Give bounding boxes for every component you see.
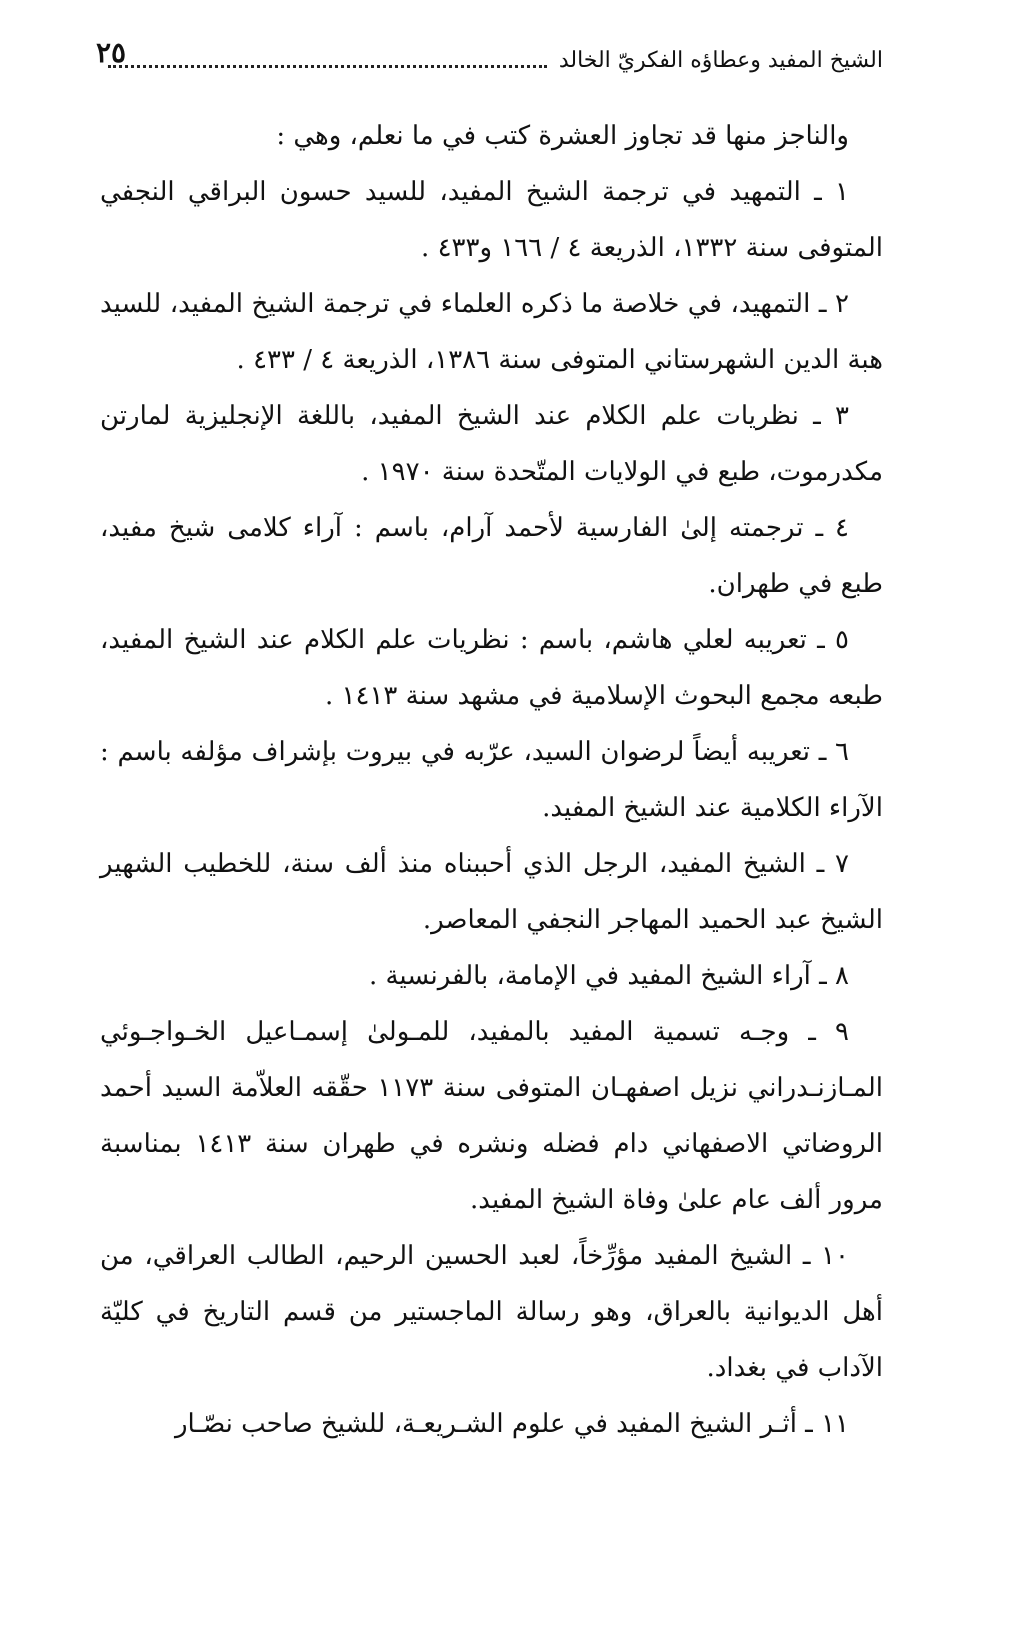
list-item-9: ٩ ـ وجـه تسمية المفيد بالمفيد، للمـولىٰ إسمـاعيل الخـواجـوئي المـازنـدراني نزيل اصفهـان المتوفى سنة ١١٧٣ حقّقه العلاّمة السيد أحمد الروضاتي الاصفهاني دام فضله ونشره في طهران سنة ١٤١٣ بمناسبة مرور ألف عام علىٰ وفاة الشيخ المفيد. <box>100 1017 883 1215</box>
list-item-7: ٧ ـ الشيخ المفيد، الرجل الذي أحببناه منذ ألف سنة، للخطيب الشهير الشيخ عبد الحميد المهاجر النجفي المعاصر. <box>100 849 883 935</box>
list-item-4: ٤ ـ ترجمته إلىٰ الفارسية لأحمد آرام، باسم : آراء كلامى شيخ مفيد، طبع في طهران. <box>100 513 883 599</box>
list-item-8: ٨ ـ آراء الشيخ المفيد في الإمامة، بالفرنسية . <box>368 961 849 991</box>
list-item-11: ١١ ـ أثـر الشيخ المفيد في علوم الشـريعـة، للشيخ صاحب نصّـار <box>174 1409 849 1439</box>
list-item-6: ٦ ـ تعريبه أيضاً لرضوان السيد، عرّبه في بيروت بإشراف مؤلفه باسم : الآراء الكلامية عند الشيخ المفيد. <box>100 737 883 823</box>
leader-dots <box>108 65 547 68</box>
page-number: ٢٥ <box>96 36 127 69</box>
list-item-10: ١٠ ـ الشيخ المفيد مؤرِّخاً، لعبد الحسين الرحيم، الطالب العراقي، من أهل الديوانية بالعراق، وهو رسالة الماجستير من قسم التاريخ في كليّة الآداب في بغداد. <box>100 1241 883 1383</box>
running-title: الشيخ المفيد وعطاؤه الفكريّ الخالد <box>558 47 883 73</box>
list-item-1: ١ ـ التمهيد في ترجمة الشيخ المفيد، للسيد حسون البراقي النجفي المتوفى سنة ١٣٣٢، الذريعة ٤ / ١٦٦ و٤٣٣ . <box>100 177 883 263</box>
running-header <box>96 40 883 80</box>
body-text <box>100 108 883 1452</box>
list-item-5: ٥ ـ تعريبه لعلي هاشم، باسم : نظريات علم الكلام عند الشيخ المفيد، طبعه مجمع البحوث الإسلامية في مشهد سنة ١٤١٣ . <box>100 625 883 711</box>
list-item-2: ٢ ـ التمهيد، في خلاصة ما ذكره العلماء في ترجمة الشيخ المفيد، للسيد هبة الدين الشهرستاني المتوفى سنة ١٣٨٦، الذريعة ٤ / ٤٣٣ . <box>100 289 883 375</box>
list-item-3: ٣ ـ نظريات علم الكلام عند الشيخ المفيد، باللغة الإنجليزية لمارتن مكدرموت، طبع في الولايات المتّحدة سنة ١٩٧٠ . <box>100 401 883 487</box>
intro-paragraph: والناجز منها قد تجاوز العشرة كتب في ما نعلم، وهي : <box>276 121 849 151</box>
